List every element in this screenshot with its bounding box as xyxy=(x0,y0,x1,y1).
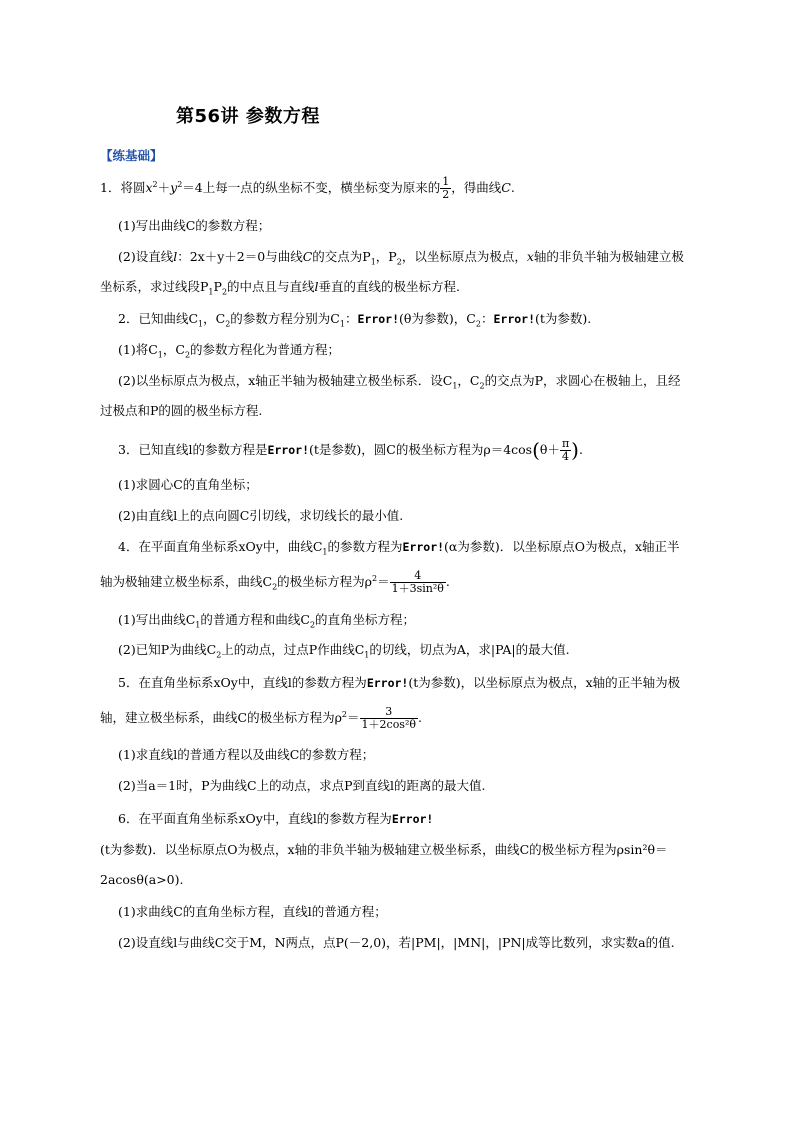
error-placeholder: Error! xyxy=(493,312,536,326)
text: 3．已知直线l的参数方程是 xyxy=(118,442,268,457)
text: 的交点为P xyxy=(312,249,371,264)
text: ＋ xyxy=(157,180,171,196)
q6-statement-cont: (t为参数)．以坐标原点O为极点，x轴的非负半轴为极轴建立极坐标系，曲线C的极坐标方程为ρsin²θ＝ xyxy=(100,842,668,857)
text: ： xyxy=(480,311,494,326)
text: ： xyxy=(344,311,358,326)
error-placeholder: Error! xyxy=(402,540,445,554)
text: 轴，建立极坐标系，曲线C的极坐标方程为ρ xyxy=(100,710,342,726)
q6-statement-end: 2acosθ(a>0). xyxy=(100,872,184,887)
page-title: 第56讲 参数方程 xyxy=(176,106,320,127)
text: (2)以坐标原点为极点，x轴正半轴为极轴建立极坐标系．设C xyxy=(118,373,453,388)
text: x xyxy=(526,249,534,264)
fraction-numerator: π xyxy=(561,437,570,450)
text: ：2x＋y＋2＝0与曲线 xyxy=(177,249,303,264)
text: C xyxy=(501,180,511,196)
text: . xyxy=(445,574,450,590)
text: (t是参数)，圆C的极坐标方程为ρ＝4cos xyxy=(309,442,533,457)
text: ，C xyxy=(203,311,226,326)
fraction-numerator: 3 xyxy=(360,706,418,719)
text: (α为参数)．以坐标原点O为极点，x轴正半 xyxy=(444,539,680,554)
text: (2)设直线 xyxy=(118,249,174,264)
q2-statement xyxy=(118,310,736,333)
q4-part1 xyxy=(118,611,736,634)
q2-part2 xyxy=(118,372,736,395)
text: ，以坐标原点为极点， xyxy=(401,249,527,264)
text: 1 xyxy=(452,381,458,391)
fraction xyxy=(560,438,571,463)
text: 的中点且与直线 xyxy=(227,279,315,294)
text: 1 xyxy=(364,650,370,660)
text: 的参数方程分别为C xyxy=(230,311,340,326)
text: 2 xyxy=(152,180,158,189)
text: 的极坐标方程为ρ xyxy=(277,574,373,590)
text: 坐标系，求过线段P xyxy=(100,279,209,294)
text: ＝ xyxy=(347,710,360,726)
q2-part1 xyxy=(118,341,736,364)
text: ＝ xyxy=(377,574,390,590)
error-placeholder: Error! xyxy=(357,312,400,326)
text: l xyxy=(173,249,178,264)
text: 的参数方程为 xyxy=(327,539,403,554)
text: ，C xyxy=(457,373,480,388)
fraction-numerator: 1 xyxy=(442,175,450,189)
text: (t为参数)，以坐标原点为极点，x轴的正半轴为极 xyxy=(408,675,681,690)
fraction-numerator: 4 xyxy=(390,570,446,583)
text: . xyxy=(510,180,515,196)
text: 2 xyxy=(372,574,378,583)
text: . xyxy=(418,710,422,726)
text: ，得曲线 xyxy=(451,180,502,196)
q1-part2-cont xyxy=(100,278,718,301)
q5-statement xyxy=(118,674,736,692)
q1-part1: (1)写出曲线C的参数方程； xyxy=(118,218,271,233)
text: 1 xyxy=(157,350,163,360)
text: 的交点为P，求圆心在极轴上，且经 xyxy=(484,373,681,388)
text: 6．在平面直角坐标系xOy中，直线l的参数方程为 xyxy=(118,811,392,826)
fraction-denominator: 1＋2cos²θ xyxy=(361,718,416,732)
text: C xyxy=(302,249,313,264)
q5-part1: (1)求直线l的普通方程以及曲线C的参数方程； xyxy=(118,747,375,762)
q4-statement-cont xyxy=(100,570,718,596)
text: (θ为参数)，C xyxy=(399,311,476,326)
q3-statement xyxy=(118,438,736,463)
text: 1 xyxy=(195,620,201,630)
text: 2 xyxy=(341,710,348,719)
text: 2 xyxy=(479,381,485,391)
fraction xyxy=(360,706,418,731)
text: 轴为极轴建立极坐标系，曲线C xyxy=(100,574,273,590)
text: 2 xyxy=(309,620,316,630)
text: 的切线，切点为A，求|PA|的最大值. xyxy=(369,642,570,657)
text: 2 xyxy=(225,319,231,329)
text: 轴的非负半轴为极轴建立极 xyxy=(533,249,684,264)
q3-part2: (2)由直线l上的点向圆C引切线，求切线长的最小值. xyxy=(118,508,404,523)
fraction-denominator: 1＋3sin²θ xyxy=(391,582,444,596)
text: l xyxy=(314,279,319,294)
text: x xyxy=(145,180,153,196)
text: 2 xyxy=(396,257,402,267)
section-heading: 【练基础】 xyxy=(100,148,163,163)
text: 2 xyxy=(221,287,228,297)
error-placeholder: Error! xyxy=(391,812,434,826)
text: (t为参数). xyxy=(535,311,592,326)
text: 2 xyxy=(184,350,191,360)
text: . xyxy=(578,442,583,457)
q1-statement xyxy=(100,176,718,201)
text: 1 xyxy=(198,319,204,329)
fraction-denominator: 4 xyxy=(562,450,570,463)
q6-statement xyxy=(118,810,736,828)
q4-part2 xyxy=(118,641,736,664)
text: 的普通方程和曲线C xyxy=(200,612,310,627)
text: 1 xyxy=(208,287,214,297)
text: (2)已知P为曲线C xyxy=(118,642,217,657)
q1-part2 xyxy=(118,248,736,271)
text: 2 xyxy=(475,319,481,329)
error-placeholder: Error! xyxy=(366,676,409,690)
text: 1．将圆 xyxy=(100,180,146,196)
fraction xyxy=(440,176,451,201)
q6-part1: (1)求曲线C的直角坐标方程，直线l的普通方程； xyxy=(118,904,387,919)
text: 上的动点，过点P作曲线C xyxy=(221,642,365,657)
text: 5．在直角坐标系xOy中，直线l的参数方程为 xyxy=(118,675,367,690)
text: 2 xyxy=(177,180,183,189)
q3-part1: (1)求圆心C的直角坐标； xyxy=(118,477,258,492)
text: θ＋ xyxy=(539,442,560,457)
q2-part2-cont: 过极点和P的圆的极坐标方程. xyxy=(100,403,263,418)
text: (1)将C xyxy=(118,342,158,357)
error-placeholder: Error! xyxy=(267,443,309,457)
text: ，P xyxy=(375,249,397,264)
text: 1 xyxy=(370,257,376,267)
text: ( xyxy=(532,438,540,462)
text: 1 xyxy=(339,319,345,329)
fraction xyxy=(390,570,446,595)
text: 4．在平面直角坐标系xOy中，曲线C xyxy=(118,539,323,554)
q5-statement-cont xyxy=(100,706,718,731)
text: 垂直的直线的极坐标方程. xyxy=(318,279,461,294)
text: 2．已知曲线C xyxy=(118,311,199,326)
text: y xyxy=(170,180,178,196)
text: 的参数方程化为普通方程； xyxy=(190,342,341,357)
text: ＝4上每一点的纵坐标不变，横坐标变为原来的 xyxy=(182,180,441,196)
q5-part2: (2)当a＝1时，P为曲线C上的动点，求点P到直线l的距离的最大值. xyxy=(118,778,486,793)
text: 2 xyxy=(216,650,222,660)
text: ) xyxy=(571,438,579,462)
text: 1 xyxy=(322,547,328,557)
fraction-denominator: 2 xyxy=(442,188,450,202)
q4-statement xyxy=(118,538,736,561)
text: 2 xyxy=(272,582,278,592)
text: P xyxy=(213,279,222,294)
text: (1)写出曲线C xyxy=(118,612,196,627)
text: 的直角坐标方程； xyxy=(315,612,416,627)
text: ，C xyxy=(162,342,185,357)
q6-part2: (2)设直线l与曲线C交于M，N两点，点P(－2,0)，若|PM|，|MN|，|PN|成等比数列，求实数a的值. xyxy=(118,935,675,950)
